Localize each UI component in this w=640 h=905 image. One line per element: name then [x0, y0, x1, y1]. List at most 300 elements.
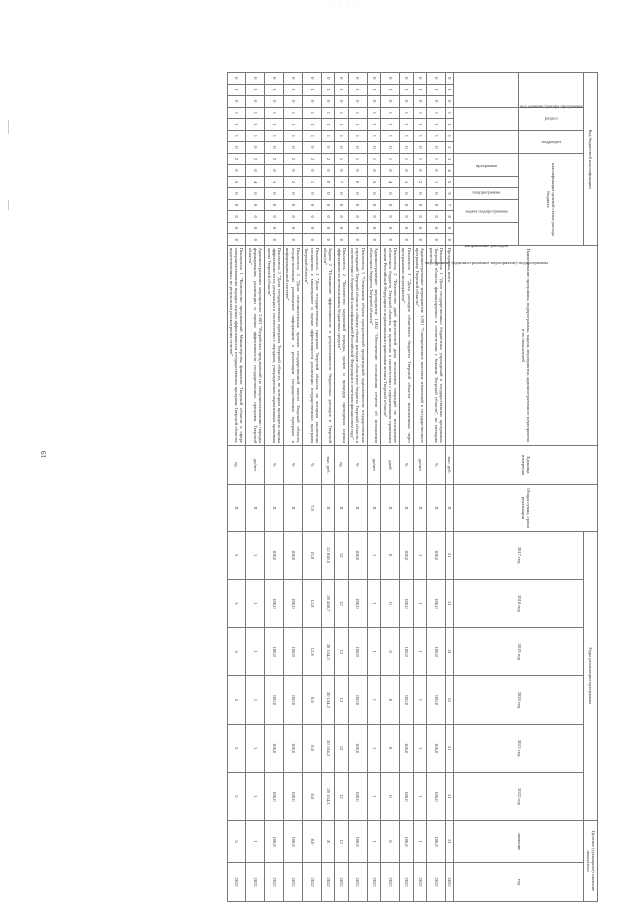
target-value: 0	[381, 821, 400, 863]
row-unit: %	[427, 445, 446, 485]
table-body	[227, 73, 454, 902]
table-row	[427, 73, 446, 902]
target-value: 2022	[335, 862, 349, 901]
code-cell: 0	[246, 165, 265, 177]
header-spacer	[454, 73, 519, 108]
year-value: 1	[413, 724, 427, 772]
year-value: 0	[381, 676, 400, 724]
code-cell: 0	[400, 199, 414, 211]
code-cell: 1	[427, 84, 446, 96]
row-unit: да/нет	[246, 445, 265, 485]
code-cell: 1	[367, 130, 381, 142]
year-value: 100,0	[400, 531, 414, 579]
code-cell: 0	[427, 222, 446, 234]
row-unit: %	[348, 445, 367, 485]
target-value: 2022	[302, 862, 321, 901]
row-unit: %	[284, 445, 303, 485]
code-cell: 1	[400, 107, 414, 119]
target-value: 2022	[265, 862, 284, 901]
code-cell: 0	[284, 188, 303, 200]
code-cell: 0	[400, 73, 414, 85]
year-value: 100,0	[265, 628, 284, 676]
code-cell: 0	[265, 96, 284, 108]
code-cell: 1	[427, 176, 446, 188]
header-measure: мероприятие (административное мероприятие) подпрограммы	[454, 199, 519, 222]
header-year-2022: 2022 год	[454, 772, 584, 820]
code-cell: 0	[265, 73, 284, 85]
code-cell: 1	[302, 119, 321, 131]
code-cell: 0	[348, 211, 367, 223]
row-total: Х	[400, 485, 414, 531]
year-value: 5	[227, 676, 246, 724]
code-cell: 0	[246, 96, 265, 108]
row-text: Показатель 2 "Количество дней фактической даты исполнения операций по исполнению областного бюджета Тверской области, не принятых в соответствии с нормативными правовыми актами Российской Федерации и нормативными правовыми актами Тверской области"	[382, 247, 399, 443]
year-value: 1	[246, 579, 265, 627]
row-text: Показатель 2 "Количество нарушений порядка, сроков и процедур проведения оценки эффективности использования бюджетных средств"	[336, 247, 347, 443]
row-total: Х	[227, 485, 246, 531]
code-cell: 2	[246, 153, 265, 165]
code-cell: 1	[348, 107, 367, 119]
year-value: 22 838,5	[321, 531, 335, 579]
header-target-year: год	[454, 862, 584, 901]
header-spacer	[454, 130, 519, 153]
code-cell: 0	[446, 73, 454, 85]
code-cell: 0	[227, 165, 246, 177]
code-cell: 1	[381, 153, 400, 165]
target-value: 12	[335, 821, 349, 863]
code-cell: 0	[400, 234, 414, 246]
code-cell: 0	[246, 199, 265, 211]
year-value: 1	[246, 772, 265, 820]
year-value: 100,0	[284, 579, 303, 627]
code-cell: 0	[265, 222, 284, 234]
code-cell: 0	[381, 234, 400, 246]
header-unit: Единица измерения	[454, 445, 598, 485]
code-cell: 0	[302, 234, 321, 246]
row-total: Х	[246, 485, 265, 531]
target-value: Х	[321, 821, 335, 863]
year-value: 100,0	[284, 676, 303, 724]
code-cell: 0	[348, 199, 367, 211]
code-cell: 1	[446, 84, 454, 96]
row-total: Х	[381, 485, 400, 531]
code-cell: 1	[413, 84, 427, 96]
row-unit: %	[400, 445, 414, 485]
code-cell: 0	[265, 234, 284, 246]
code-cell: 0	[265, 142, 284, 154]
code-cell: 0	[335, 222, 349, 234]
code-cell: 0	[381, 165, 400, 177]
table-row	[246, 73, 265, 902]
code-cell: 0	[413, 234, 427, 246]
code-cell: 0	[321, 234, 335, 246]
code-cell: 0	[367, 188, 381, 200]
row-text: Административное мероприятие 2.001 "Разработка предложений по совершенствованию порядка формирования, реализации и оценки эффективности государственных программ Тверской области"	[247, 247, 264, 443]
code-cell: 1	[348, 130, 367, 142]
row-text: Административное мероприятие 1.001 "Своевременное внесение изменений в государственную программу Тверской области"	[415, 247, 426, 443]
year-value: 100,0	[265, 724, 284, 772]
header-subprogram: подпрограмма	[454, 176, 519, 188]
code-cell: 1	[265, 130, 284, 142]
header-direction-group: задача подпрограммы	[454, 188, 519, 200]
code-cell: 0	[400, 96, 414, 108]
code-cell: 2	[446, 142, 454, 154]
row-text: Показатель 1 "Количество предложений Министерства финансов Тверской области в сфере совершенствования порядка оценки эффективности государственных программ Тверской области, подготовленных по результатам рассмотрения отчетов"	[228, 247, 245, 443]
target-value: 100,0	[400, 821, 414, 863]
row-total: Х	[446, 485, 454, 531]
code-cell: 1	[227, 119, 246, 131]
year-value: 100,0	[427, 579, 446, 627]
code-cell: 0	[413, 222, 427, 234]
table-row	[367, 73, 381, 902]
target-value: 21	[446, 821, 454, 863]
year-value: 100,0	[427, 628, 446, 676]
code-cell: 0	[335, 199, 349, 211]
code-cell: 1	[227, 84, 246, 96]
year-value: 100,0	[284, 724, 303, 772]
code-cell: 1	[246, 107, 265, 119]
year-value: 21	[446, 676, 454, 724]
code-cell: 1	[400, 153, 414, 165]
row-unit: да/нет	[367, 445, 381, 485]
code-cell: 0	[302, 222, 321, 234]
year-value: 5	[227, 579, 246, 627]
year-value: 100,0	[400, 628, 414, 676]
header-spacer	[454, 107, 519, 130]
year-value: 20 154,3	[321, 628, 335, 676]
code-cell: 0	[381, 211, 400, 223]
year-value: 12	[335, 628, 349, 676]
year-value: 21	[446, 628, 454, 676]
row-unit: %	[302, 445, 321, 485]
code-cell: 0	[427, 165, 446, 177]
code-cell: 0	[348, 142, 367, 154]
year-value: 8,0	[302, 772, 321, 820]
row-text: Показатель 1 "Отношение объема просроченной кредиторской задолженности государственных учреждений Тверской области к общему объему расходов областного бюджета Тверской области в соответствии с бюджетной классификацией Российской Федерации в отчетном финансовом году"	[350, 247, 366, 443]
code-cell: 4	[246, 176, 265, 188]
target-value: 2022	[246, 862, 265, 901]
code-cell: 0	[321, 188, 335, 200]
year-value: 100,0	[265, 579, 284, 627]
header-target-value: значение	[454, 821, 584, 863]
code-cell: 0	[367, 222, 381, 234]
code-cell: 0	[348, 73, 367, 85]
code-cell: 0	[265, 188, 284, 200]
year-value: 100,0	[265, 772, 284, 820]
code-cell: 1	[400, 130, 414, 142]
code-cell: 1	[321, 107, 335, 119]
target-value: 2022	[381, 862, 400, 901]
year-value: 12	[335, 724, 349, 772]
code-cell: 0	[367, 142, 381, 154]
code-cell: 0	[302, 211, 321, 223]
code-cell: 3	[400, 176, 414, 188]
code-cell: 0	[367, 211, 381, 223]
table-row	[335, 73, 349, 902]
year-value: 21	[446, 724, 454, 772]
row-total: Х	[265, 485, 284, 531]
code-cell: 1	[284, 84, 303, 96]
year-value: 100,0	[265, 531, 284, 579]
code-cell: 1	[265, 107, 284, 119]
year-value: 100,0	[348, 579, 367, 627]
code-cell: 0	[400, 211, 414, 223]
code-cell: 6	[348, 176, 367, 188]
table-row	[348, 73, 367, 902]
year-value: 0	[381, 772, 400, 820]
year-value: 0	[381, 579, 400, 627]
code-cell: 0	[413, 73, 427, 85]
year-value: 1	[246, 724, 265, 772]
code-cell: 1	[348, 84, 367, 96]
code-cell: 0	[284, 73, 303, 85]
code-cell: 1	[302, 107, 321, 119]
code-cell: 0	[284, 142, 303, 154]
code-cell: 0	[427, 96, 446, 108]
table-row	[284, 73, 303, 902]
code-cell: 1	[413, 107, 427, 119]
code-cell: 0	[348, 234, 367, 246]
target-value: 100,0	[284, 821, 303, 863]
row-text: Задача 2 "Повышение эффективности и результативности бюджетных расходов в Тверской области"	[323, 247, 334, 443]
table-row	[413, 73, 427, 902]
code-cell: 0	[381, 188, 400, 200]
code-cell: 0	[335, 96, 349, 108]
year-value: 100,0	[348, 628, 367, 676]
code-cell: 0	[321, 211, 335, 223]
table-row	[265, 73, 284, 902]
year-value: 21	[446, 579, 454, 627]
header-year-2021: 2021 год	[454, 724, 584, 772]
code-cell: 0	[413, 96, 427, 108]
row-total: Х	[335, 485, 349, 531]
code-cell: 4	[446, 165, 454, 177]
code-cell: 1	[265, 84, 284, 96]
code-cell: 0	[335, 142, 349, 154]
code-cell: 1	[446, 107, 454, 119]
year-value: 100,0	[348, 724, 367, 772]
code-cell: 0	[413, 199, 427, 211]
code-cell: 1	[302, 84, 321, 96]
code-cell: 5	[367, 176, 381, 188]
code-cell: 0	[381, 199, 400, 211]
code-cell: 1	[348, 119, 367, 131]
year-value: 5	[227, 772, 246, 820]
year-value: 100,0	[284, 628, 303, 676]
code-cell: 0	[284, 234, 303, 246]
row-total: Х	[348, 485, 367, 531]
rotated-table-sheet	[68, 72, 598, 902]
year-value: 100,0	[284, 531, 303, 579]
table-row	[446, 73, 454, 902]
target-value: 8,0	[302, 821, 321, 863]
code-cell: 1	[246, 84, 265, 96]
year-value: 5	[227, 531, 246, 579]
table-row	[381, 73, 400, 902]
header-target: Целевое (суммарное) значение показателя	[584, 821, 598, 902]
year-value: 1	[367, 628, 381, 676]
table-row	[227, 73, 246, 902]
code-cell: 0	[367, 165, 381, 177]
code-cell: 0	[302, 73, 321, 85]
code-cell: 0	[381, 96, 400, 108]
code-cell: 0	[381, 73, 400, 85]
code-cell: 1	[367, 84, 381, 96]
code-cell: 1	[400, 119, 414, 131]
year-value: 12	[335, 676, 349, 724]
row-unit: ед.	[335, 445, 349, 485]
target-value: 2022	[413, 862, 427, 901]
row-text: Административное мероприятие 1.002 "Обеспечение составления отчетов об исполнении областного бюджета Тверской области"	[369, 247, 380, 443]
row-unit: тыс. руб.	[321, 445, 335, 485]
row-text: Показатель 1 "Доля расходов областного бюджета Тверской области, исполненных через программные мероприятия"	[401, 247, 412, 443]
year-value: 1	[246, 531, 265, 579]
header-total: Общая сумма, сроки реализации	[454, 485, 598, 531]
code-cell: 0	[284, 211, 303, 223]
code-cell: 0	[335, 73, 349, 85]
year-value: 100,0	[348, 676, 367, 724]
page-number: 19	[40, 451, 48, 458]
code-cell: 0	[321, 142, 335, 154]
header-budget-classification: Код бюджетной классификации	[584, 73, 598, 246]
code-cell: 0	[284, 96, 303, 108]
code-cell: 5	[446, 176, 454, 188]
code-cell: 0	[446, 96, 454, 108]
code-cell: 0	[413, 211, 427, 223]
row-text: Показатель 3 "Доля государственных программ Тверской области, по которым проведена оценка эффективности их реализации в соответствии с порядком, утвержденным нормативным правовым актом Тверской области"	[266, 247, 283, 443]
code-cell: 0	[348, 96, 367, 108]
year-value: 100,0	[427, 531, 446, 579]
code-cell: 3	[446, 153, 454, 165]
code-cell: 1	[246, 130, 265, 142]
code-cell: 0	[367, 199, 381, 211]
target-value: 5	[227, 821, 246, 863]
header-marks: . . . .	[330, 2, 362, 8]
target-value: 2022	[427, 862, 446, 901]
code-cell: 0	[246, 142, 265, 154]
code-cell: 1	[321, 84, 335, 96]
code-cell: 1	[367, 119, 381, 131]
year-value: 5	[227, 724, 246, 772]
code-cell: 0	[335, 234, 349, 246]
code-cell: 0	[246, 73, 265, 85]
year-value: 1	[413, 772, 427, 820]
code-cell: 0	[348, 165, 367, 177]
year-value: 15,0	[302, 531, 321, 579]
year-value: 1	[246, 676, 265, 724]
year-value: 1	[367, 579, 381, 627]
code-cell: 1	[227, 107, 246, 119]
code-cell: 0	[227, 96, 246, 108]
year-value: 1	[367, 676, 381, 724]
code-cell: 1	[321, 119, 335, 131]
row-unit: тыс. руб.	[446, 445, 454, 485]
code-cell: 2	[227, 153, 246, 165]
row-total: Х	[427, 485, 446, 531]
code-cell: 1	[335, 153, 349, 165]
code-cell: 1	[367, 107, 381, 119]
code-cell: 0	[427, 234, 446, 246]
target-value: 2022	[348, 862, 367, 901]
year-value: 12	[335, 531, 349, 579]
code-cell: 0	[413, 188, 427, 200]
year-value: 12,8	[302, 579, 321, 627]
header-program: программа	[454, 153, 519, 176]
row-unit: %	[265, 445, 284, 485]
year-value: 1	[413, 531, 427, 579]
row-text: Программа, всего	[446, 246, 454, 445]
target-value: 1	[413, 821, 427, 863]
row-total: Х	[321, 485, 335, 531]
code-cell: 1	[427, 130, 446, 142]
code-cell: 1	[335, 130, 349, 142]
code-cell: 0	[246, 222, 265, 234]
year-value: 0	[381, 724, 400, 772]
code-cell: 0	[321, 222, 335, 234]
target-value: 2022	[284, 862, 303, 901]
code-cell: 0	[321, 176, 335, 188]
target-value: 1	[367, 821, 381, 863]
code-cell: 1	[284, 107, 303, 119]
header-section: раздел	[519, 107, 584, 130]
header-year-2019: 2019 год	[454, 628, 584, 676]
code-cell: 0	[400, 188, 414, 200]
code-cell: 0	[413, 142, 427, 154]
code-cell: 1	[246, 119, 265, 131]
target-value: 2022	[446, 862, 454, 901]
code-cell: 1	[446, 130, 454, 142]
code-cell: 2	[284, 176, 303, 188]
code-cell: 0	[367, 234, 381, 246]
code-cell: 0	[427, 211, 446, 223]
year-value: 12	[335, 772, 349, 820]
code-cell: 0	[400, 222, 414, 234]
target-value: 2022	[227, 862, 246, 901]
code-cell: 0	[265, 199, 284, 211]
code-cell: 1	[335, 107, 349, 119]
code-cell: 1	[302, 130, 321, 142]
year-value: 8,0	[302, 676, 321, 724]
year-value: 20 154,3	[321, 772, 335, 820]
code-cell: 0	[227, 234, 246, 246]
row-unit: дней	[381, 445, 400, 485]
header-target-class: классификация целевой статьи расхода бюджета	[519, 153, 584, 245]
year-value: 0	[381, 531, 400, 579]
year-value: 100,0	[265, 676, 284, 724]
code-cell: 1	[381, 84, 400, 96]
year-value: 20 458,7	[321, 579, 335, 627]
code-cell: 1	[413, 153, 427, 165]
code-cell: 0	[335, 188, 349, 200]
code-cell: 0	[446, 234, 454, 246]
table-row	[302, 73, 321, 902]
code-cell: 1	[413, 130, 427, 142]
year-value: 1	[413, 628, 427, 676]
code-cell: 1	[427, 107, 446, 119]
year-value: 100,0	[400, 676, 414, 724]
header-direction-of-spend: направление расходов	[454, 222, 519, 245]
code-cell: 2	[321, 153, 335, 165]
year-value: 21	[446, 531, 454, 579]
code-cell: 0	[446, 222, 454, 234]
code-cell: 1	[427, 153, 446, 165]
header-admin-code: код администратора программы	[519, 73, 584, 108]
code-cell: 0	[381, 142, 400, 154]
code-cell: 0	[400, 142, 414, 154]
header-year-2020: 2020 год	[454, 676, 584, 724]
year-value: 100,0	[348, 772, 367, 820]
code-cell: 6	[446, 188, 454, 200]
